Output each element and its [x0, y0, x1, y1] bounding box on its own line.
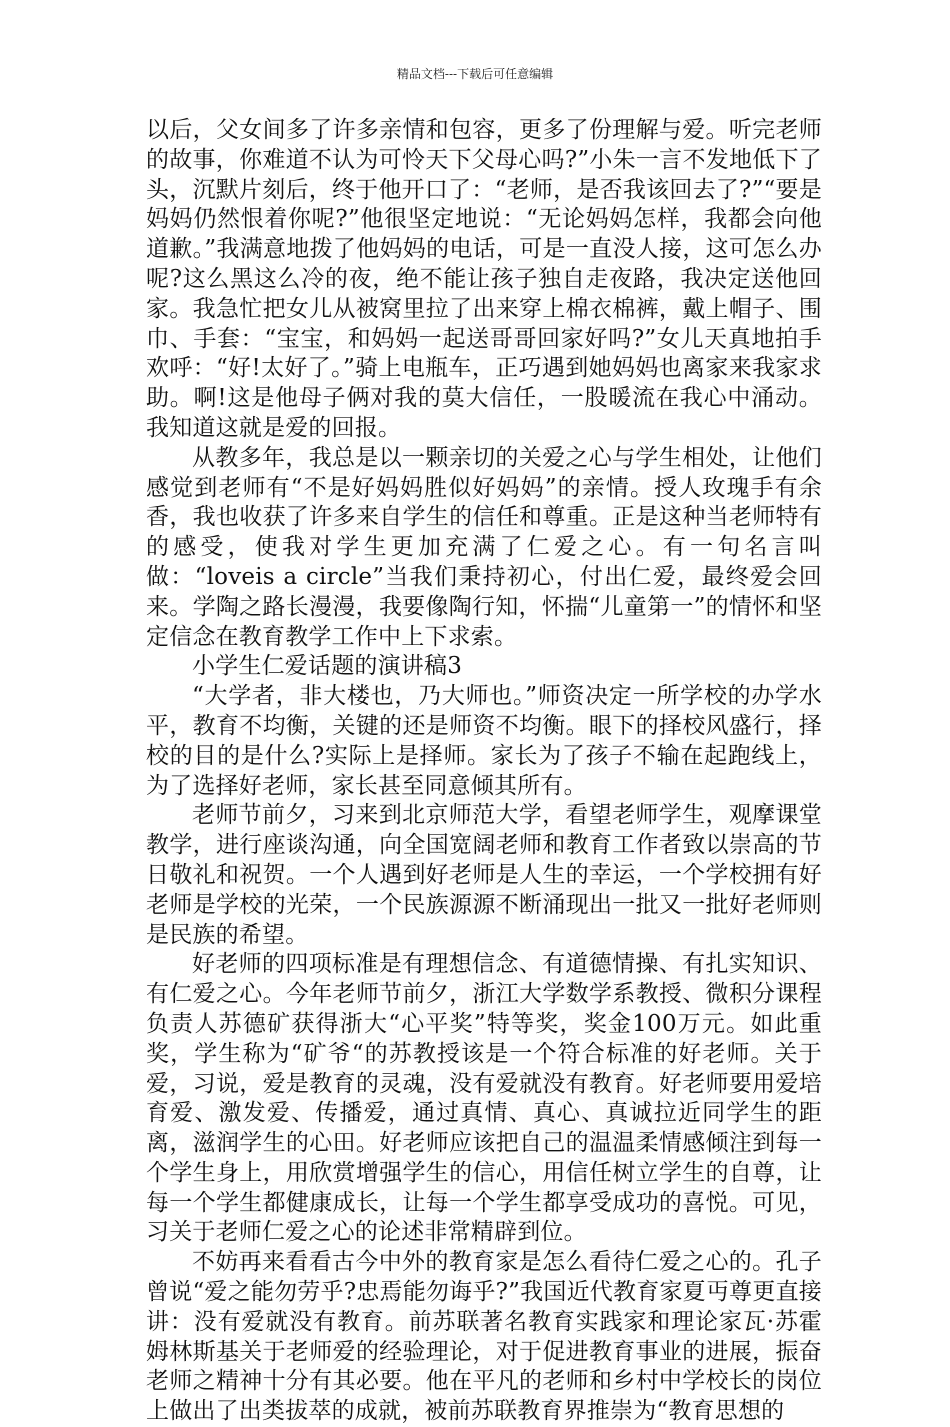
- document-body: [146, 116, 822, 1427]
- paragraph-4: 老师节前夕，习来到北京师范大学，看望老师学生，观摩课堂教学，进行座谈沟通，向全国宽阔老师和教育工作者致以崇高的节日敬礼和祝贺。一个人遇到好老师是人生的幸运，一个学校拥有好老师是学校的光荣，一个民族源源不断涌现出一批又一批好老师则是民族的希望。: [146, 802, 822, 948]
- page-header: 精品文档---下载后可任意编辑: [396, 67, 554, 81]
- paragraph-2: 从教多年，我总是以一颗亲切的关爱之心与学生相处，让他们感觉到老师有“不是好妈妈胜似好妈妈”的亲情。授人玫瑰手有余香，我也收获了许多来自学生的信任和尊重。正是这种当老师特有的感受，使我对学生更加充满了仁爱之心。有一句名言叫做：“loveis a circle”当我们秉持初心，付出仁爱，最终爱会回来。学陶之路长漫漫，我要像陶行知，怀揣“儿童第一”的情怀和坚定信念在教育教学工作中上下求索。: [146, 444, 822, 650]
- paragraph-3: “大学者，非大楼也，乃大师也。”师资决定一所学校的办学水平，教育不均衡，关键的还是师资不均衡。眼下的择校风盛行，择校的目的是什么?实际上是择师。家长为了孩子不输在起跑线上，为了选择好老师，家长甚至同意倾其所有。: [146, 683, 822, 799]
- paragraph-5: 好老师的四项标准是有理想信念、有道德情操、有扎实知识、有仁爱之心。今年老师节前夕，浙江大学数学系教授、微积分课程负责人苏德矿获得浙大“心平奖”特等奖，奖金100万元。如此重奖，学生称为“矿爷“的苏教授该是一个符合标准的好老师。关于爱，习说，爱是教育的灵魂，没有爱就没有教育。好老师要用爱培育爱、激发爱、传播爱，通过真情、真心、真诚拉近同学生的距离，滋润学生的心田。好老师应该把自己的温温柔情感倾注到每一个学生身上，用欣赏增强学生的信心，用信任树立学生的自尊，让每一个学生都健康成长，让每一个学生都享受成功的喜悦。可见，习关于老师仁爱之心的论述非常精辟到位。: [146, 951, 822, 1246]
- paragraph-6: 不妨再来看看古今中外的教育家是怎么看待仁爱之心的。孔子曾说“爱之能勿劳乎?忠焉能勿诲乎?”我国近代教育家夏丏尊更直接讲：没有爱就没有教育。前苏联著名教育实践家和理论家瓦·苏霍姆林斯基关于老师爱的经验理论，对于促进教育事业的进展，振奋老师之精神十分有其必要。他在平凡的老师和乡村中学校长的岗位上做出了出类拔萃的成就，被前苏联教育界推崇为“教育思想的: [146, 1249, 822, 1425]
- paragraph-1: 以后，父女间多了许多亲情和包容，更多了份理解与爱。听完老师的故事，你难道不认为可怜天下父母心吗?”小朱一言不发地低下了头，沉默片刻后，终于他开口了：“老师，是否我该回去了?”“要是妈妈仍然恨着你呢?”他很坚定地说：“无论妈妈怎样，我都会向他道歉。”我满意地拨了他妈妈的电话，可是一直没人接，这可怎么办呢?这么黑这么冷的夜，绝不能让孩子独自走夜路，我决定送他回家。我急忙把女儿从被窝里拉了出来穿上棉衣棉裤，戴上帽子、围巾、手套：“宝宝，和妈妈一起送哥哥回家好吗?”女儿天真地拍手欢呼：“好!太好了。”骑上电瓶车，正巧遇到她妈妈也离家来我家求助。啊!这是他母子俩对我的莫大信任，一股暖流在我心中涌动。我知道这就是爱的回报。: [146, 117, 822, 441]
- section-heading: 小学生仁爱话题的演讲稿3: [192, 653, 463, 680]
